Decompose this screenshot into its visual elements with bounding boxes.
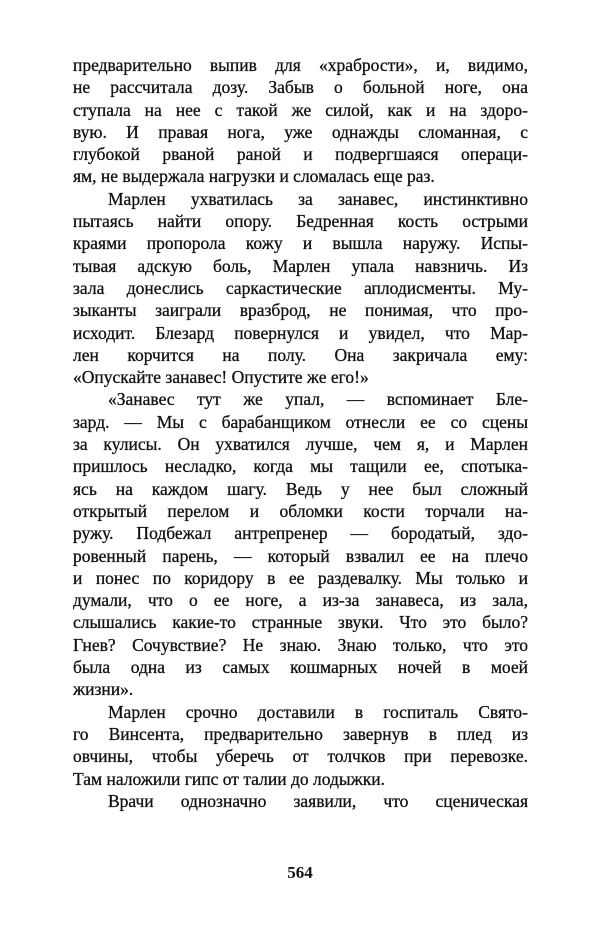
text-line: и понес по коридору в ее раздевалку. Мы только и <box>73 567 528 588</box>
text-line: ровенный парень, — который взвалил ее на плечо <box>73 545 528 566</box>
text-line: ям, не выдержала нагрузки и сломалась еще раз. <box>73 166 435 187</box>
text-line: глубокой рваной раной и подвергшаяся операци- <box>73 144 528 165</box>
text-line: Там наложили гипс от талии до лодыжки. <box>73 768 385 789</box>
text-line: го Винсента, предварительно завернув в плед из <box>73 723 528 744</box>
text-line: была одна из самых кошмарных ночей в моей <box>73 657 528 678</box>
text-line: пытаясь найти опору. Бедренная кость острыми <box>73 211 528 232</box>
text-line: краями пропорола кожу и вышла наружу. Испы- <box>73 233 528 254</box>
text-line: ступала на нее с такой же силой, как и на здоро- <box>73 99 528 120</box>
text-line: «Занавес тут же упал, — вспоминает Бле- <box>108 389 528 410</box>
text-line: лен корчится на полу. Она закричала ему: <box>73 344 528 365</box>
text-line: вую. И правая нога, уже однажды сломанная, с <box>73 121 528 142</box>
text-line: думали, что о ее ноге, а из-за занавеса, из зала, <box>73 590 528 611</box>
text-line: ружу. Подбежал антрепренер — бородатый, здо- <box>73 523 528 544</box>
text-line: Марлен срочно доставили в госпиталь Свято- <box>108 701 528 722</box>
text-line: зала донеслись саркастические аплодисменты. Му- <box>73 277 528 298</box>
text-line: овчины, чтобы уберечь от толчков при перевозке. <box>73 746 528 767</box>
text-line: пришлось несладко, когда мы тащили ее, спотыка- <box>73 456 528 477</box>
text-line: тывая адскую боль, Марлен упала навзничь. Из <box>73 255 528 276</box>
text-line: зард. — Мы с барабанщиком отнесли ее со сцены <box>73 411 528 432</box>
text-line: ясь на каждом шагу. Ведь у нее был сложный <box>73 478 528 499</box>
text-line: слышались какие-то странные звуки. Что это было? <box>73 612 528 633</box>
text-line: предварительно выпив для «храбрости», и, видимо, <box>73 55 528 75</box>
text-line: за кулисы. Он ухватился лучше, чем я, и Марлен <box>73 434 528 455</box>
text-line: Марлен ухватилась за занавес, инстинктивно <box>108 188 528 209</box>
body-text <box>73 54 528 812</box>
text-line: Врачи однозначно заявили, что сценическая <box>108 790 528 811</box>
page-number: 564 <box>287 863 313 882</box>
text-line: «Опускайте занавес! Опустите же его!» <box>73 367 369 388</box>
text-line: исходит. Блезард повернулся и увидел, что Мар- <box>73 322 528 343</box>
text-line: не рассчитала дозу. Забыв о больной ноге, она <box>73 77 528 98</box>
text-line: зыканты заиграли вразброд, не понимая, что про- <box>73 300 528 321</box>
text-line: открытый перелом и обломки кости торчали на- <box>73 500 528 521</box>
text-line: жизни». <box>73 679 134 700</box>
text-line: Гнев? Сочувствие? Не знаю. Знаю только, что это <box>73 634 528 655</box>
